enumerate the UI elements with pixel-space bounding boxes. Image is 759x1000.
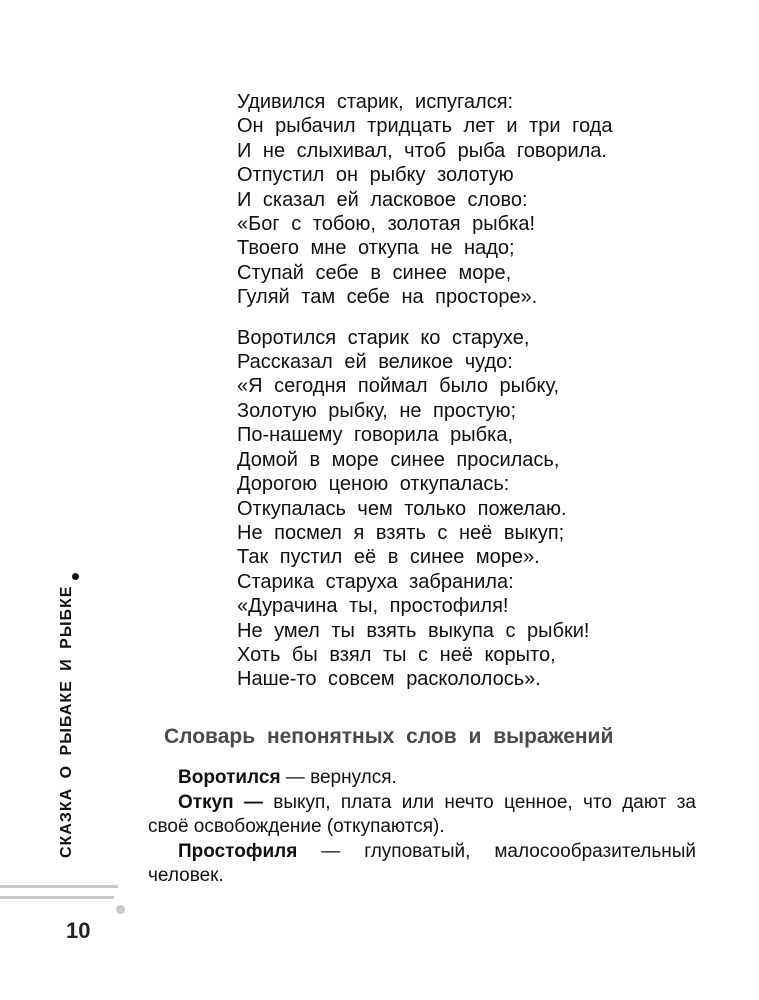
poem-line: «Дурачина ты, простофиля! [237,595,509,618]
poem-line: И сказал ей ласковое слово: [237,188,528,211]
poem-line: Старика старуха забранила: [237,570,514,593]
bullet-dot-icon [72,573,79,580]
poem-line: Твоего мне откупа не надо; [237,237,515,260]
poem-line: И не слыхивал, чтоб рыба говорила. [237,139,607,162]
side-running-title: СКАЗКА О РЫБАКЕ И РЫБКЕ [58,585,75,858]
glossary-title: Словарь непонятных слов и выражений [164,725,614,748]
poem-line: По-нашему говорила рыбка, [237,424,513,447]
glossary-separator: — [297,840,365,862]
poem-line: Рассказал ей великое чудо: [237,351,513,374]
glossary-definition: выкуп, плата или нечто ценное, что дают за своё освобождение (откупаются). [148,791,696,837]
poem-line: Гуляй там себе на просторе». [237,286,538,309]
poem-line: Не умел ты взять выкупа с рыбки! [237,619,590,642]
decorative-rule [0,885,118,888]
glossary-definition: вернулся. [310,767,397,788]
poem-line: Откупалась чем только пожелаю. [237,497,567,520]
poem-line: Воротился старик ко старухе, [237,326,530,349]
glossary-entry [148,791,696,840]
glossary-separator [263,792,273,813]
glossary-entry [148,840,696,889]
poem-line: Отпустил он рыбку золотую [237,164,514,187]
glossary-term: Простофиля [178,840,298,862]
poem-line: Дорогою ценою откупалась: [237,473,510,496]
rule-end-dot-icon [116,905,125,914]
stanza-2 [237,326,677,692]
poem-line: «Я сегодня поймал было рыбку, [237,375,559,398]
poem-line: Домой в море синее просилась, [237,448,560,471]
poem-line: Он рыбачил тридцать лет и три года [237,115,613,138]
glossary-term: Откуп — [178,791,263,813]
poem-line: Так пустил её в синее море». [237,546,540,569]
poem-line: Ступай себе в синее море, [237,261,512,284]
poem-line: Не посмел я взять с неё выкуп; [237,521,565,544]
poem-line: Наше-то совсем раскололось». [237,668,541,691]
poem-text [237,90,677,692]
glossary [148,766,696,889]
glossary-definition: глуповатый, малосообразительный человек. [148,840,696,886]
page-number: 10 [66,918,91,943]
glossary-term: Воротился [178,767,281,788]
glossary-entry [148,766,696,791]
decorative-rule [0,896,114,899]
glossary-separator: — [280,767,311,788]
stanza-1 [237,90,677,310]
poem-line: Хоть бы взял ты с неё корыто, [237,643,556,666]
poem-line: Удивился старик, испугался: [237,91,514,113]
poem-line: «Бог с тобою, золотая рыбка! [237,213,536,236]
poem-line: Золотую рыбку, не простую; [237,399,517,422]
